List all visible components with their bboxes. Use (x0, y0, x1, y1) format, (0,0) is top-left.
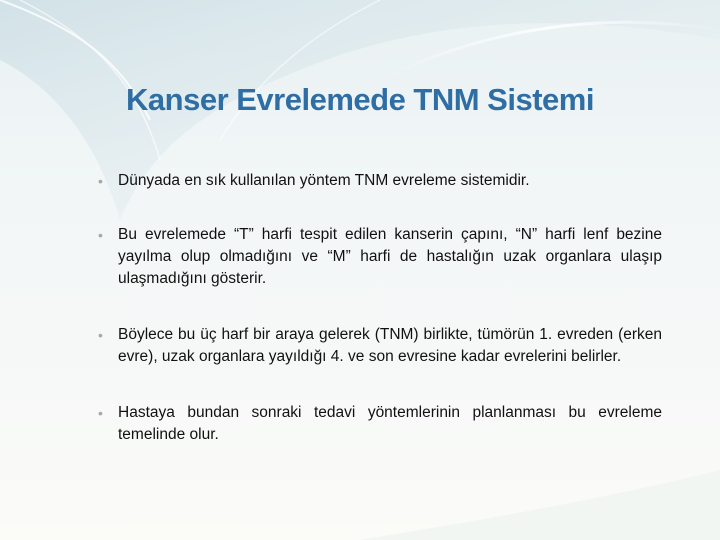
bullet-text-2: Bu evrelemede “T” harfi tespit edilen kanserin çapını, “N” harfi lenf bezine yayılma olup olmadığını ve “M” harfi de hastalığın uzak organlara ulaşıp ulaşmadığını gösterir. (118, 226, 662, 287)
bullet-list (98, 170, 662, 474)
bullet-dot-icon: • (98, 405, 103, 421)
bullet-dot-icon: • (98, 327, 103, 343)
bullet-dot-icon: • (98, 227, 103, 243)
bullet-item-4 (98, 402, 662, 446)
bullet-text-4: Hastaya bundan sonraki tedavi yöntemlerinin planlanması bu evreleme temelinde olur. (118, 404, 662, 443)
bullet-item-2 (98, 224, 662, 290)
bullet-text-1: Dünyada en sık kullanılan yöntem TNM evreleme sistemidir. (118, 172, 530, 189)
bullet-dot-icon: • (98, 173, 103, 189)
slide-title: Kanser Evrelemede TNM Sistemi (126, 82, 594, 117)
bullet-item-3 (98, 324, 662, 368)
bullet-text-3: Böylece bu üç harf bir araya gelerek (TNM) birlikte, tümörün 1. evreden (erken evre), uzak organlara yayıldığı 4. ve son evresine kadar evrelerini belirler. (118, 326, 662, 365)
bullet-item-1 (98, 170, 662, 192)
